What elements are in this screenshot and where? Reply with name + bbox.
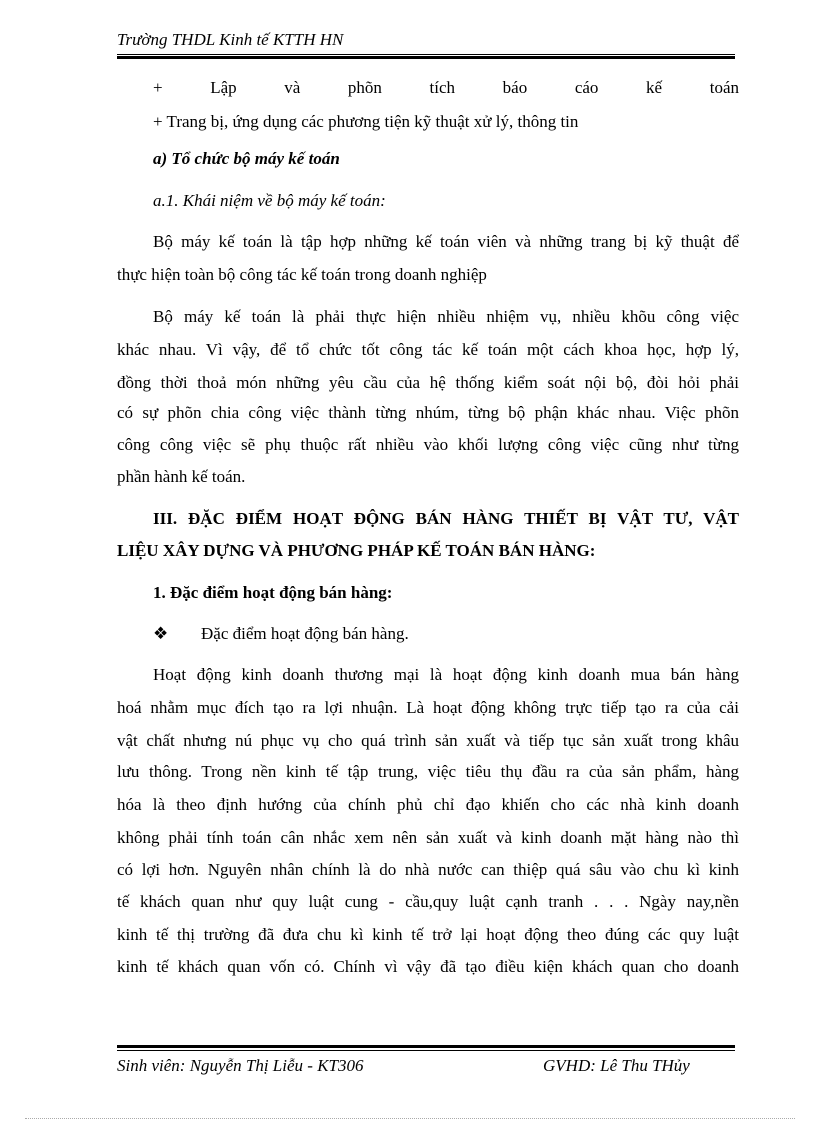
page-edge-divider bbox=[25, 1118, 795, 1119]
footer-advisor: GVHD: Lê Thu THủy bbox=[543, 1056, 690, 1075]
paragraph-line: Hoạt động kinh doanh thương mại là hoạt động kinh doanh mua bán hàng bbox=[153, 665, 739, 684]
section-heading-1: 1. Đặc điểm hoạt động bán hàng: bbox=[153, 583, 393, 602]
bullet-text: Đặc điểm hoạt động bán hàng. bbox=[201, 624, 409, 643]
paragraph-line: có sự phõn chia công việc thành từng nhúm, từng bộ phận khác nhau. Việc phõn bbox=[117, 403, 739, 422]
subsection-heading-a1: a.1. Khái niệm về bộ máy kế toán: bbox=[153, 191, 386, 210]
paragraph-line: Bộ máy kế toán là phải thực hiện nhiều nhiệm vụ, nhiều khõu công việc bbox=[153, 307, 739, 326]
header-school-name: Trường THDL Kinh tế KTTH HN bbox=[117, 30, 344, 49]
paragraph-line: không phải tính toán cân nhắc xem nên sản xuất và kinh doanh mặt hàng nào thì bbox=[117, 828, 739, 847]
paragraph-line: kinh tế thị trường đã đưa chu kì kinh tế trở lại hoạt động theo đúng các quy luật bbox=[117, 925, 739, 944]
header-rule-thick bbox=[117, 56, 735, 59]
paragraph-line: công công việc sẽ phụ thuộc rất nhiều vào khối lượng công việc cũng như từng bbox=[117, 435, 739, 454]
chapter-heading: LIỆU XÂY DỰNG VÀ PHƯƠNG PHÁP KẾ TOÁN BÁN HÀNG: bbox=[117, 541, 596, 560]
header-rule-thin bbox=[117, 54, 735, 55]
list-item: + Lập và phõn tích báo cáo kế toán bbox=[153, 78, 739, 97]
paragraph-line: thực hiện toàn bộ công tác kế toán trong doanh nghiệp bbox=[117, 265, 487, 284]
footer-rule-thin bbox=[117, 1050, 735, 1051]
footer-student: Sinh viên: Nguyễn Thị Liễu - KT306 bbox=[117, 1056, 364, 1075]
paragraph-line: vật chất nhưng nú phục vụ cho quá trình sản xuất và tiếp tục sản xuất trong khâu bbox=[117, 731, 739, 750]
chapter-heading: III. ĐẶC ĐIỂM HOẠT ĐỘNG BÁN HÀNG THIẾT BỊ VẬT TƯ, VẬT bbox=[153, 509, 739, 528]
paragraph-line: có lợi hơn. Nguyên nhân chính là do nhà nước can thiệp quá sâu vào chu kì kinh bbox=[117, 860, 739, 879]
paragraph-line: Bộ máy kế toán là tập hợp những kế toán viên và những trang bị kỹ thuật để bbox=[153, 232, 739, 251]
paragraph-line: khác nhau. Vì vậy, để tổ chức tốt công tác kế toán một cách khoa học, hợp lý, bbox=[117, 340, 739, 359]
paragraph-line: hoá nhằm mục đích tạo ra lợi nhuận. Là hoạt động không trực tiếp tạo ra của cải bbox=[117, 698, 739, 717]
paragraph-line: hóa là theo định hướng của chính phủ chỉ đạo khiến cho các nhà kinh doanh bbox=[117, 795, 739, 814]
paragraph-line: tế khách quan như quy luật cung - cầu,quy luật cạnh tranh . . . Ngày nay,nền bbox=[117, 892, 739, 911]
paragraph-line: kinh tế khách quan vốn có. Chính vì vậy đã tạo điều kiện khách quan cho doanh bbox=[117, 957, 739, 976]
footer-rule-thick bbox=[117, 1045, 735, 1048]
paragraph-line: lưu thông. Trong nền kinh tế tập trung, việc tiêu thụ đầu ra của sản phẩm, hàng bbox=[117, 762, 739, 781]
paragraph-line: đồng thời thoả món những yêu cầu của hệ thống kiểm soát nội bộ, đòi hỏi phải bbox=[117, 373, 739, 392]
paragraph-line: phần hành kế toán. bbox=[117, 467, 246, 486]
bullet-item bbox=[117, 624, 739, 644]
diamond-bullet-icon: ❖ bbox=[153, 624, 169, 643]
section-heading-a: a) Tổ chức bộ máy kế toán bbox=[153, 149, 340, 168]
list-item: + Trang bị, ứng dụng các phương tiện kỹ thuật xử lý, thông tin bbox=[153, 112, 579, 131]
